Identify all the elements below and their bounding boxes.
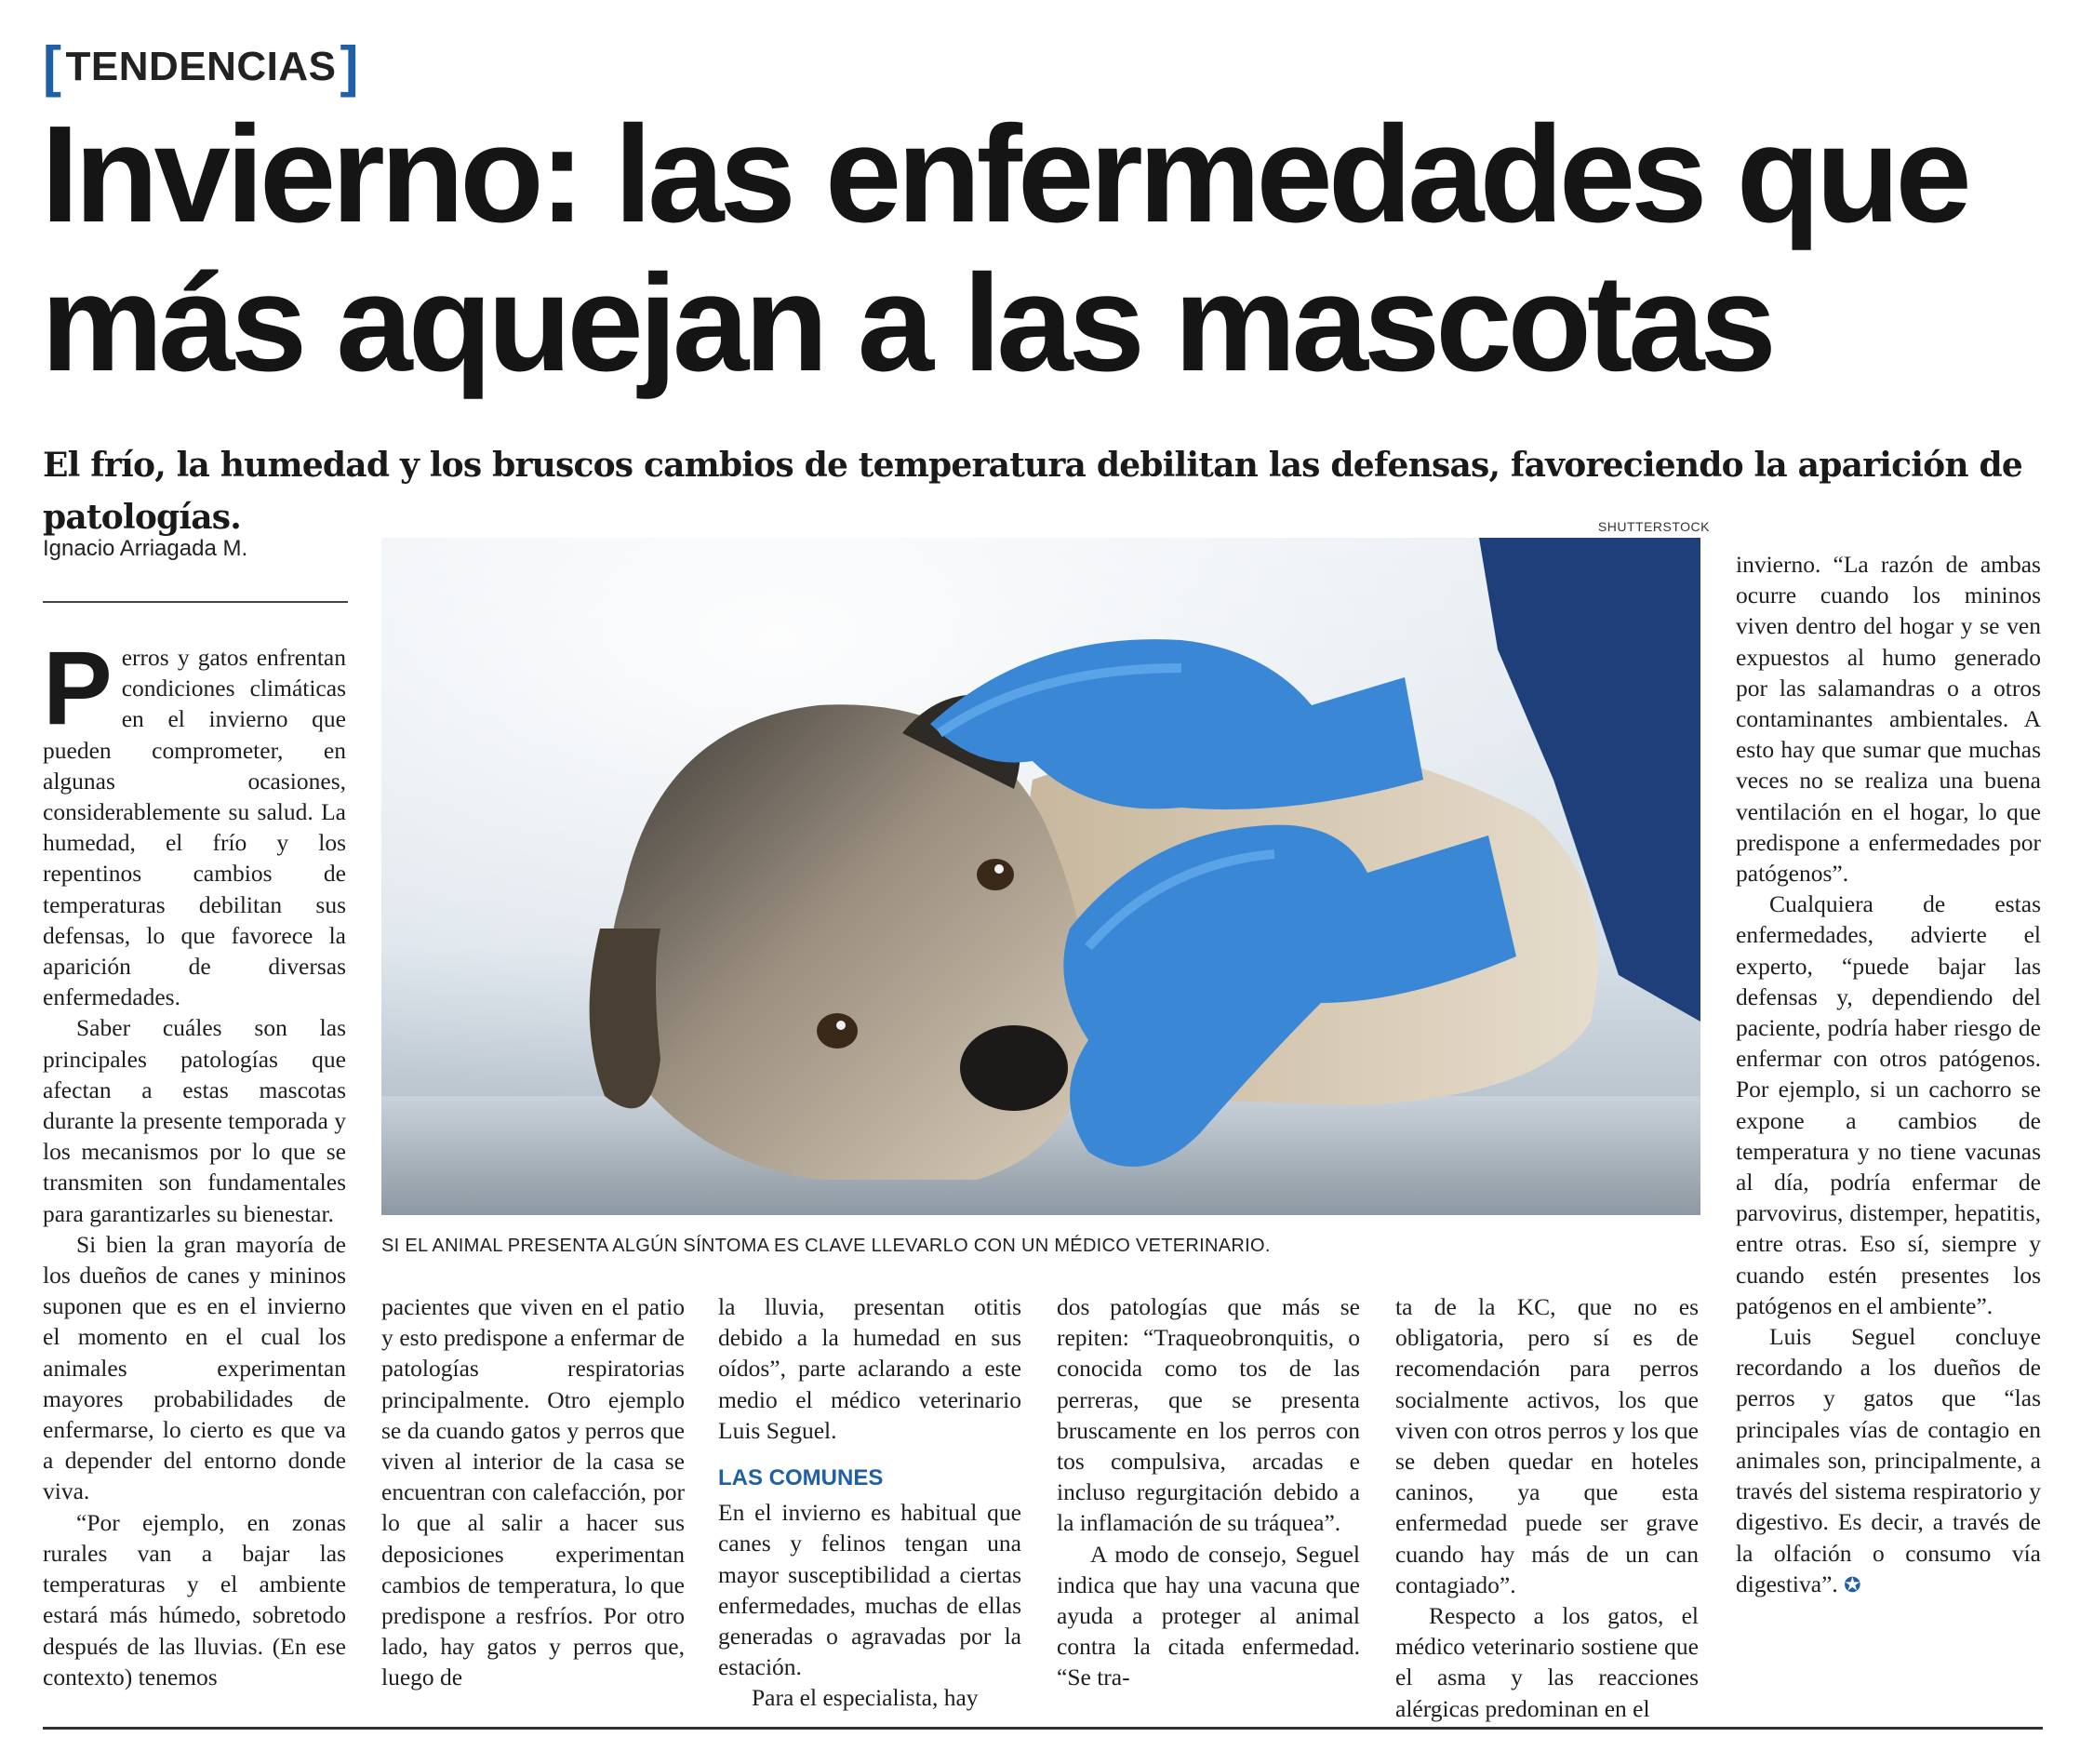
section-tag bbox=[43, 35, 359, 99]
dog-vet-illustration bbox=[381, 538, 1700, 1215]
subhead: LAS COMUNES bbox=[718, 1465, 884, 1491]
paragraph: Saber cuáles son las principales patologías que afectan a estas mascotas durante la presente temporada y los mecanismos por lo que se transmiten son fundamentales para garantizarles su bienestar. bbox=[43, 1014, 346, 1227]
dropcap: P bbox=[43, 630, 113, 746]
paragraph: Cualquiera de estas enfermedades, advierte el experto, “puede bajar las defensas y, dependiendo del paciente, podría haber riesgo de enfermar con otros patógenos. Por ejemplo, si un cachorro se expone a cambios de temperatura y no tiene vacunas al día, podría enfermar de parvovirus, distemper, hepatitis, entre otras. Eso sí, siempre y cuando estén presentes los patógenos en el ambiente”. bbox=[1736, 890, 2041, 1319]
dog-ear-left bbox=[590, 929, 660, 1108]
paragraph: Perros y gatos enfrentan condiciones climáticas en el invierno que pueden comprometer, en algunas ocasiones, considerablemente su salud. La humedad, el frío y los repentinos cambios de temperaturas debilitan sus defensas, lo que favorece la aparición de diversas enfermedades. bbox=[43, 630, 346, 1011]
paragraph: dos patologías que más se repiten: “Traqueobronquitis, o conocida como tos de las perreras, que se presenta bruscamente en los perros con tos compulsiva, arcadas e incluso regurgitación debido a la inflamación de su tráquea”. bbox=[1057, 1293, 1360, 1537]
dog-eye-lower bbox=[817, 1013, 858, 1049]
photo-credit: SHUTTERSTOCK bbox=[1597, 519, 1710, 534]
photo-caption: SI EL ANIMAL PRESENTA ALGÚN SÍNTOMA ES CLAVE LLEVARLO CON UN MÉDICO VETERINARIO. bbox=[381, 1236, 1271, 1256]
paragraph: Luis Seguel concluye recordando a los dueños de perros y gatos que “las principales vías de contagio en animales son, principalmente, a través del sistema respiratorio y digestivo. Es decir, a través de la olfación o consumo vía digestiva”. ✪ bbox=[1736, 1323, 2041, 1597]
paragraph: la lluvia, presentan otitis debido a la humedad en sus oídos”, parte aclarando a este medio el médico veterinario Luis Seguel. bbox=[718, 1293, 1021, 1444]
dog-eye-upper bbox=[977, 859, 1014, 890]
paragraph: “Por ejemplo, en zonas rurales van a bajar las temperaturas y el ambiente estará más húmedo, sobretodo después de las lluvias. (En ese contexto) tenemos bbox=[43, 1508, 346, 1690]
article-column-4 bbox=[1057, 1291, 1360, 1693]
article-column-1 bbox=[43, 630, 346, 1692]
byline-divider bbox=[43, 601, 348, 603]
article-column-6 bbox=[1736, 549, 2041, 1601]
paragraph: En el invierno es habitual que canes y felinos tengan una mayor susceptibilidad a ciertas enfermedades, muchas de ellas generadas o agravadas por la estación. bbox=[718, 1499, 1021, 1681]
paragraph: A modo de consejo, Seguel indica que hay una vacuna que ayuda a proteger al animal contra la citada enfermedad. “Se tra- bbox=[1057, 1540, 1360, 1691]
article-photo bbox=[381, 538, 1700, 1215]
paragraph: Para el especialista, hay bbox=[752, 1684, 979, 1712]
paragraph: Respecto a los gatos, el médico veterinario sostiene que el asma y las reacciones alérgicas predominan en el bbox=[1395, 1602, 1699, 1722]
article-column-5 bbox=[1395, 1291, 1699, 1724]
dog-nose bbox=[960, 1025, 1068, 1111]
paragraph: ta de la KC, que no es obligatoria, pero sí es de recomendación para perros socialmente activos, los que viven con otros perros y los que se deben quedar en hoteles caninos, ya que esta enfermedad puede ser grave cuando hay más de un can contagiado”. bbox=[1395, 1293, 1699, 1598]
bottom-divider bbox=[43, 1727, 2043, 1730]
subtitle: El frío, la humedad y los bruscos cambios de temperatura debilitan las defensas, favoreciendo la aparición de patologías. bbox=[43, 446, 2022, 537]
article-column-3 bbox=[718, 1291, 1021, 1714]
paragraph: invierno. “La razón de ambas ocurre cuando los mininos viven dentro del hogar y se ven expuestos al humo generado por las salamandras o a otros contaminantes ambientales. A esto hay que sumar que muchas veces no se realiza una buena ventilación en el hogar, lo que predispone a enfermedades por patógenos”. bbox=[1736, 551, 2041, 888]
byline: Ignacio Arriagada M. bbox=[43, 536, 248, 561]
bracket-close: ] bbox=[340, 35, 359, 98]
section-label: TENDENCIAS bbox=[65, 44, 337, 89]
paragraph: pacientes que viven en el patio y esto predispone a enfermar de patologías respiratorias principalmente. Otro ejemplo se da cuando gatos y perros que viven al interior de la casa se encuentran con calefacción, por lo que al salir a hacer sus deposiciones experimentan cambios de temperatura, lo que predispone a resfríos. Por otro lado, hay gatos y perros que, luego de bbox=[381, 1293, 685, 1691]
article-column-2 bbox=[381, 1291, 685, 1693]
end-mark-icon: ✪ bbox=[1844, 1573, 1861, 1597]
paragraph: Si bien la gran mayoría de los dueños de canes y mininos suponen que es en el invierno el momento en el cual los animales experimentan mayores probabilidades de enfermarse, lo cierto es que va a depender del entorno donde viva. bbox=[43, 1230, 346, 1505]
bracket-open: [ bbox=[43, 35, 62, 98]
headline: Invierno: las enfermedades que más aquejan a las mascotas bbox=[41, 98, 1967, 400]
